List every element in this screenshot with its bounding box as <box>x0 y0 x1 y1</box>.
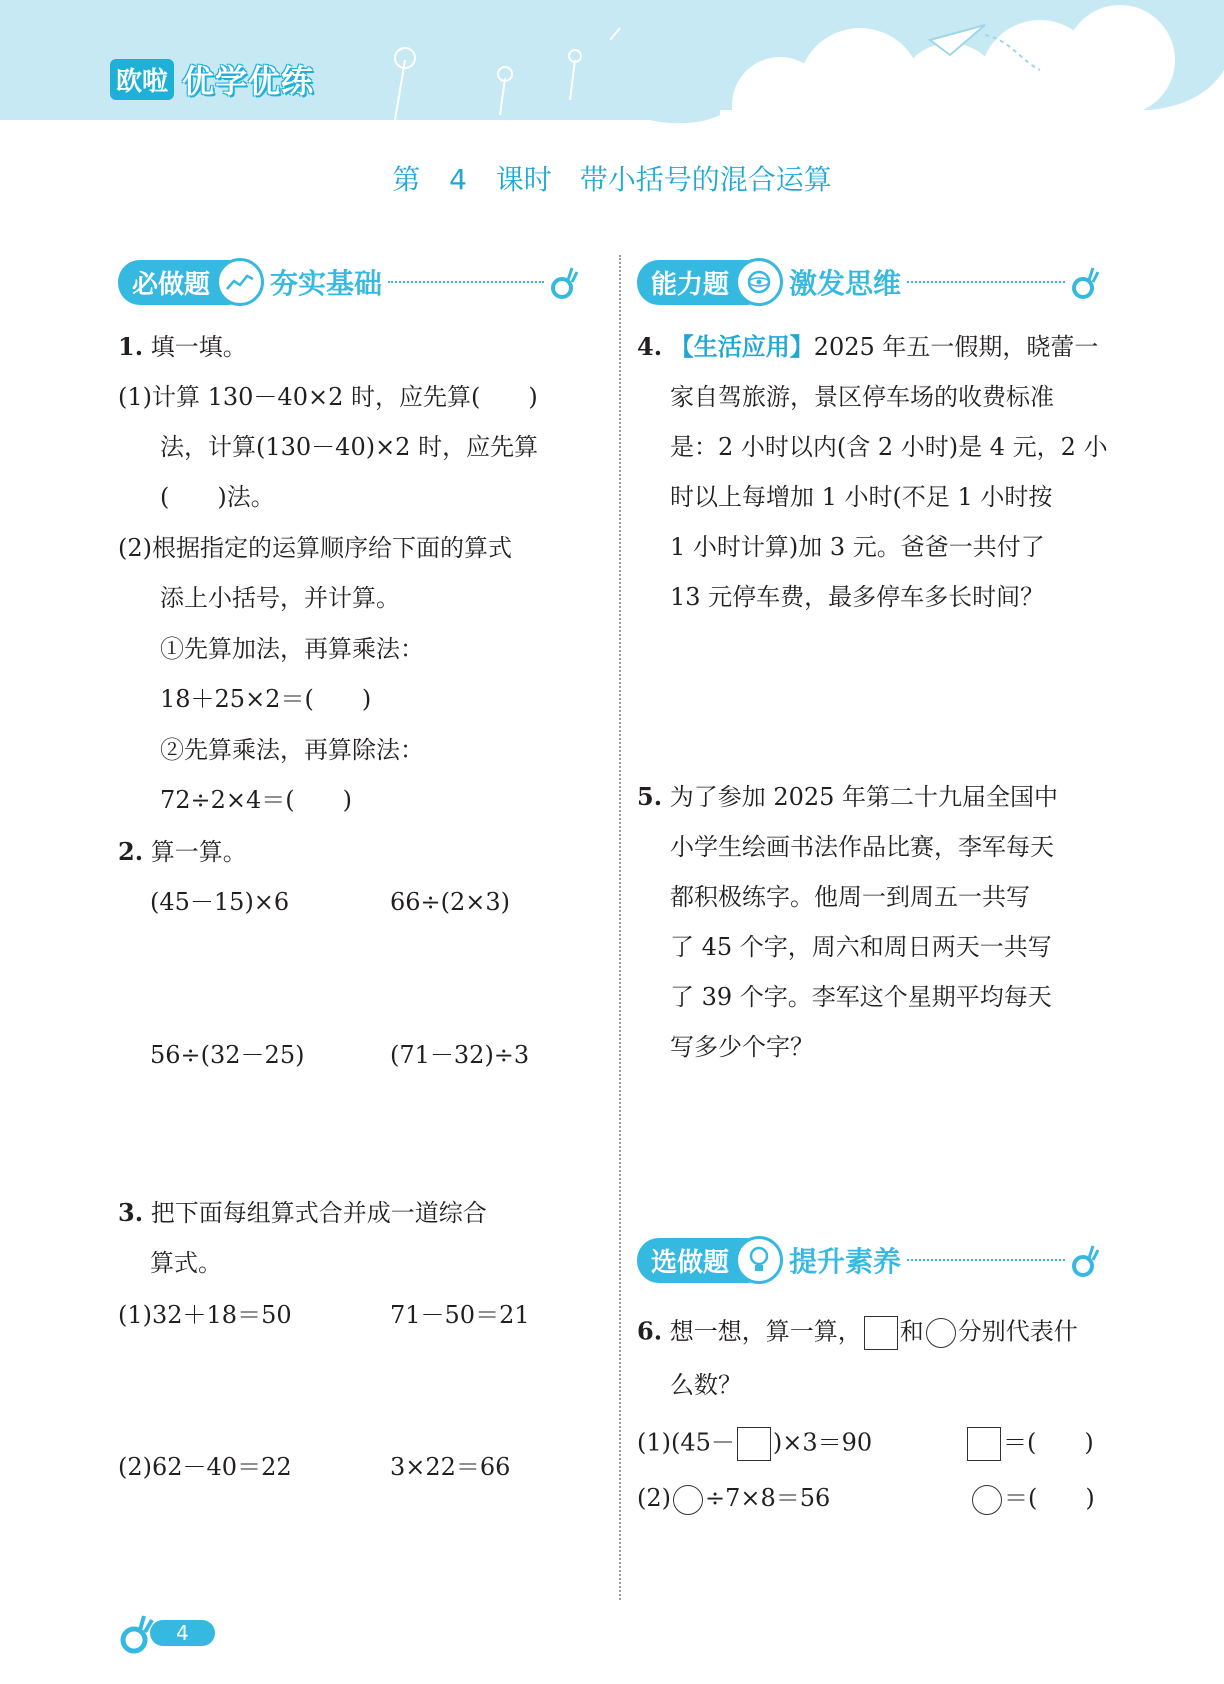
column-divider <box>619 255 621 1600</box>
ok-hand-icon <box>550 264 578 300</box>
q2-expression-1: (45－15)×6 <box>150 888 290 916</box>
brand-name: 优学优练 <box>182 62 315 100</box>
question-text: 把下面每组算式合并成一道综合 <box>150 1199 487 1227</box>
question-4-line2: 家自驾旅游，景区停车场的收费标准 <box>670 383 1054 411</box>
question-5-line4: 了 45 个字，周六和周日两天一共写 <box>670 933 1052 961</box>
question-text: 和 <box>899 1317 924 1346</box>
square-symbol <box>864 1316 898 1350</box>
question-4-line3: 是：2 小时以内(含 2 小时)是 4 元，2 小 <box>670 433 1108 461</box>
equation-text: (1)(45－ <box>637 1428 735 1457</box>
circle-symbol <box>926 1318 956 1348</box>
question-5-line3: 都积极练字。他周一到周五一共写 <box>670 883 1030 911</box>
q3-group1-expr-a: (1)32＋18＝50 <box>118 1301 292 1329</box>
question-number: 5. <box>637 782 663 811</box>
question-text: 分别代表什 <box>957 1317 1078 1346</box>
answer-box[interactable] <box>737 1427 771 1461</box>
q1-part1-line2: 法，计算(130－40)×2 时，应先算 <box>160 433 539 461</box>
ok-hand-icon <box>1071 264 1099 300</box>
q1-part2a-expression: 18＋25×2＝( ) <box>160 685 372 713</box>
question-text: 想一想，算一算， <box>669 1317 862 1346</box>
question-3-title <box>118 1198 487 1228</box>
section-label: 能力题 <box>637 260 769 305</box>
q1-part1-line3: ( )法。 <box>160 483 275 511</box>
q3-group2-expr-a: (2)62－40＝22 <box>118 1453 292 1481</box>
section-label: 必做题 <box>118 260 250 305</box>
q2-expression-2: 66÷(2×3) <box>390 888 511 916</box>
section-label: 选做题 <box>637 1238 769 1283</box>
question-6-line2: 么数？ <box>670 1371 742 1399</box>
page-number-badge <box>118 1612 215 1654</box>
brand-mark: 欧啦 <box>110 59 174 100</box>
page-number: 4 <box>150 1620 215 1646</box>
question-5-line1 <box>637 782 1058 812</box>
dotted-rule <box>388 281 544 283</box>
q1-part2-line1: (2)根据指定的运算顺序给下面的算式 <box>118 534 512 562</box>
answer-blank: ＝( ) <box>1004 1484 1095 1512</box>
q1-part2a-label: ①先算加法，再算乘法： <box>160 635 424 663</box>
question-1-title <box>118 332 247 362</box>
dotted-rule <box>907 1259 1065 1261</box>
dotted-rule <box>907 281 1065 283</box>
section-subtitle: 提升素养 <box>789 1245 902 1278</box>
question-number: 3. <box>118 1198 144 1227</box>
q1-part1-line1: (1)计算 130－40×2 时，应先算( ) <box>118 383 538 411</box>
question-4-line1 <box>637 332 1098 362</box>
question-2-title <box>118 837 247 867</box>
section-header-ability <box>637 257 1099 307</box>
brain-icon <box>735 258 783 306</box>
q3-group2-expr-b: 3×22＝66 <box>390 1453 511 1481</box>
life-application-tag: 【生活应用】 <box>669 333 814 361</box>
equation-text: )×3＝90 <box>772 1428 873 1457</box>
q1-part2-line2: 添上小括号，并计算。 <box>160 584 400 612</box>
question-6-line1 <box>637 1316 1078 1350</box>
question-text: 为了参加 2025 年第二十九届全国中 <box>669 783 1059 811</box>
q6-part1-equation <box>637 1427 872 1461</box>
question-text: 算一算。 <box>150 838 247 866</box>
lightbulb-icon <box>735 1236 783 1284</box>
question-4-line4: 时以上每增加 1 小时(不足 1 小时按 <box>670 483 1053 511</box>
question-3-title-cont: 算式。 <box>150 1249 222 1277</box>
q6-part2-answer <box>970 1483 1095 1515</box>
lesson-title: 第 4 课时 带小括号的混合运算 <box>392 163 832 196</box>
answer-circle[interactable] <box>673 1485 703 1515</box>
question-number: 4. <box>637 332 663 361</box>
q1-part2b-label: ②先算乘法，再算除法： <box>160 736 424 764</box>
question-text: 填一填。 <box>150 333 247 361</box>
q6-part2-equation <box>637 1483 830 1515</box>
answer-blank: ＝( ) <box>1003 1428 1094 1457</box>
section-subtitle: 夯实基础 <box>270 267 383 300</box>
question-5-line2: 小学生绘画书法作品比赛，李军每天 <box>670 833 1054 861</box>
section-header-must <box>118 257 578 307</box>
question-4-line5: 1 小时计算)加 3 元。爸爸一共付了 <box>670 533 1045 561</box>
question-4-line6: 13 元停车费，最多停车多长时间？ <box>670 583 1045 611</box>
equation-text: (2) <box>637 1484 671 1512</box>
equation-text: ÷7×8＝56 <box>705 1484 831 1512</box>
section-header-optional <box>637 1235 1099 1285</box>
question-number: 6. <box>637 1316 663 1346</box>
chart-line-icon <box>216 258 264 306</box>
brand-logo <box>110 56 314 102</box>
question-number: 1. <box>118 332 144 361</box>
question-number: 2. <box>118 837 144 866</box>
q1-part2b-expression: 72÷2×4＝( ) <box>160 786 353 814</box>
section-subtitle: 激发思维 <box>789 267 902 300</box>
ok-hand-icon <box>1071 1242 1099 1278</box>
question-5-line6: 写多少个字？ <box>670 1033 814 1061</box>
q6-part1-answer <box>965 1427 1094 1461</box>
q2-expression-3: 56÷(32－25) <box>150 1041 305 1069</box>
q2-expression-4: (71－32)÷3 <box>390 1041 530 1069</box>
question-text: 2025 年五一假期，晓蕾一 <box>813 333 1099 361</box>
circle-symbol <box>972 1485 1002 1515</box>
q3-group1-expr-b: 71－50＝21 <box>390 1301 530 1329</box>
square-symbol <box>967 1427 1001 1461</box>
question-5-line5: 了 39 个字。李军这个星期平均每天 <box>670 983 1052 1011</box>
